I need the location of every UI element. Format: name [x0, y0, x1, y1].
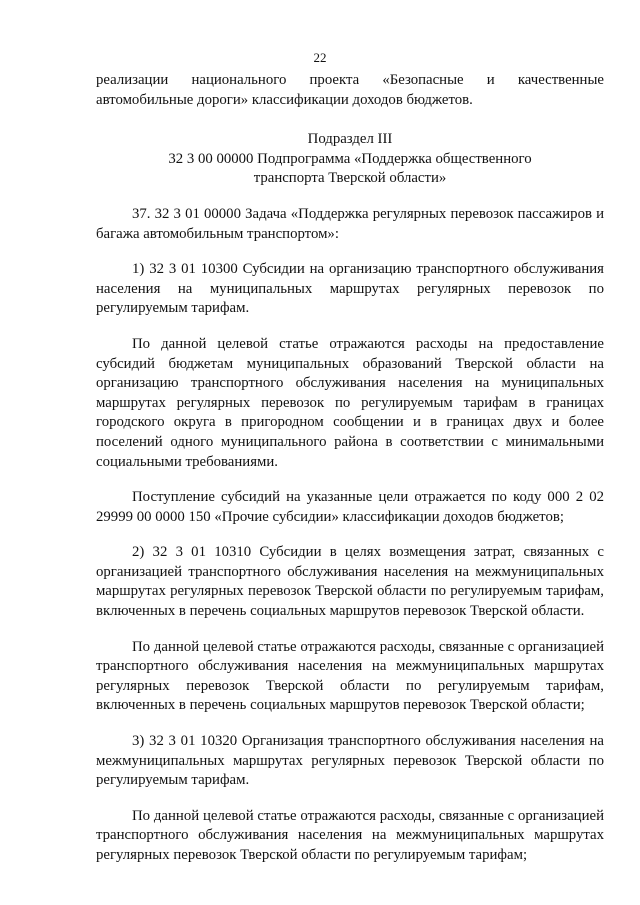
page-number: 22 — [313, 50, 327, 65]
subsection-title: Подраздел III — [307, 131, 393, 148]
task-paragraph: 37. 32 3 01 00000 Задача «Поддержка регулярных перевозок пассажиров и багажа автомобильным транспортом»: — [96, 205, 604, 242]
intro-paragraph: реализации национального проекта «Безопасные и качественные автомобильные дороги» классификации доходов бюджетов. — [96, 72, 604, 108]
item-2-heading: 2) 32 3 01 10310 Субсидии в целях возмещения затрат, связанных с организацией транспортного обслуживания населения на межмуниципальных маршрутах регулярных перевозок Тверской области по регулируемым тарифам, включенных в перечень социальных маршрутов перевозок Тверской области. — [96, 544, 604, 620]
item-3-paragraph-1: По данной целевой статье отражаются расходы, связанные с организацией транспортного обслуживания населения на межмуниципальных маршрутах регулярных перевозок Тверской области по регулируемым тарифам; — [96, 807, 604, 863]
document-body — [96, 71, 604, 866]
subsection-program-line2: транспорта Тверской области» — [253, 170, 447, 187]
item-1-heading: 1) 32 3 01 10300 Субсидии на организацию транспортного обслуживания населения на муниципальных маршрутах регулярных перевозок по регулируемым тарифам. — [96, 261, 604, 317]
subsection-heading — [96, 130, 604, 189]
subsection-program-line1: 32 3 00 00000 Подпрограмма «Поддержка общественного — [168, 150, 532, 167]
item-2-paragraph-1: По данной целевой статье отражаются расходы, связанные с организацией транспортного обслуживания населения на межмуниципальных маршрутах регулярных перевозок Тверской области по регулируемым тарифам, включенных в перечень социальных маршрутов перевозок Тверской области; — [96, 638, 604, 714]
item-1-paragraph-1: По данной целевой статье отражаются расходы на предоставление субсидий бюджетам муниципальных образований Тверской области на организацию транспортного обслуживания населения на муниципальных маршрутах регулярных перевозок по регулируемым тарифам в границах городского округа в пригородном сообщении и в границах двух и более поселений одного муниципального района в соответствии с минимальными социальными требованиями. — [96, 335, 604, 470]
item-1-paragraph-2: Поступление субсидий на указанные цели отражается по коду 000 2 02 29999 00 0000 150 «Прочие субсидии» классификации доходов бюджетов; — [96, 489, 604, 525]
item-3-heading: 3) 32 3 01 10320 Организация транспортного обслуживания населения на межмуниципальных маршрутах регулярных перевозок Тверской области по регулируемым тарифам. — [96, 733, 604, 789]
